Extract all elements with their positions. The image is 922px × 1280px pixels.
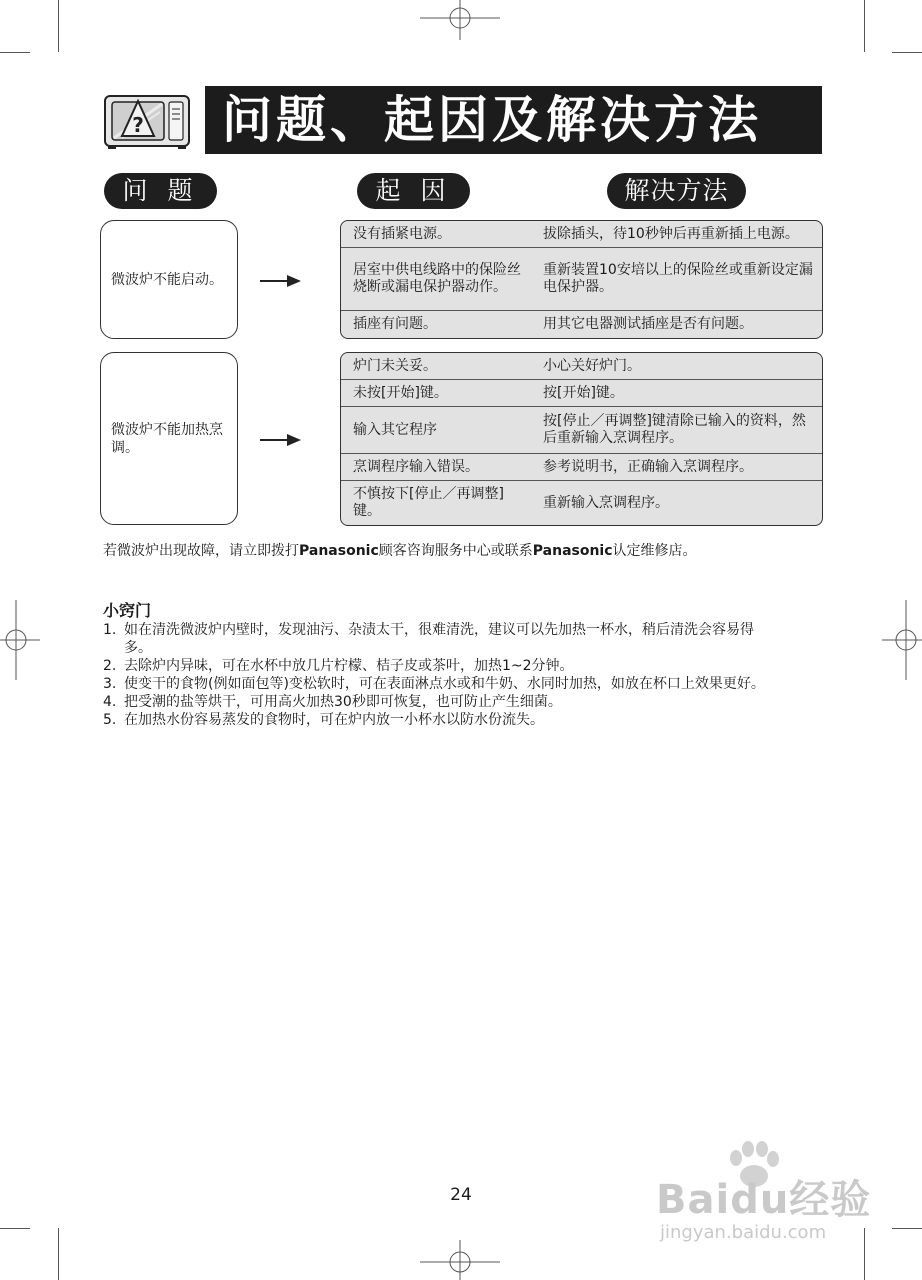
cause-cell: 没有插紧电源。 <box>353 225 451 242</box>
crop-mark <box>892 1228 922 1229</box>
problem-text: 微波炉不能启动。 <box>111 271 223 288</box>
table-row <box>341 480 822 525</box>
item-text: 使变干的食物(例如面包等)变松软时，可在表面淋点水或和牛奶、水同时加热，如放在杯口上效果更好。 <box>124 676 765 692</box>
registration-mark-right <box>882 600 922 680</box>
page-title: 问题、起因及解决方法 <box>222 91 762 149</box>
solution-cell: 拔除插头，待10秒钟后再重新插上电源。 <box>543 225 799 242</box>
cause-cell: 居室中供电线路中的保险丝烧断或漏电保护器动作。 <box>353 262 521 295</box>
table-row <box>341 406 822 453</box>
arrow-icon <box>260 439 288 441</box>
tips-list <box>103 621 803 729</box>
column-header-problem: 问 题 <box>104 173 217 209</box>
table-row <box>341 221 822 247</box>
notice-text: 认定维修店。 <box>612 543 697 559</box>
crop-mark <box>0 1228 30 1229</box>
list-item <box>103 657 803 675</box>
watermark-logo: Baidu经验 <box>656 1177 872 1223</box>
crop-mark <box>58 1228 59 1280</box>
list-item <box>103 693 803 711</box>
solution-cell: 用其它电器测试插座是否有问题。 <box>543 316 753 332</box>
arrow-head-icon <box>287 434 301 446</box>
solution-cell: 按[开始]键。 <box>543 384 624 401</box>
item-text: 在加热水份容易蒸发的食物时，可在炉内放一小杯水以防水份流失。 <box>124 712 544 728</box>
column-header-cause: 起 因 <box>357 173 470 209</box>
item-number: 5. <box>103 712 117 728</box>
crop-mark <box>0 52 30 53</box>
table-row <box>341 247 822 310</box>
table-row <box>341 379 822 406</box>
watermark-url: jingyan.baidu.com <box>660 1222 827 1243</box>
item-text: 把受潮的盐等烘干，可用高火加热30秒即可恢复，也可防止产生细菌。 <box>124 694 562 710</box>
list-item <box>103 621 774 657</box>
item-number: 3. <box>103 676 117 692</box>
cause-cell: 炉门未关妥。 <box>353 357 437 374</box>
registration-mark-top <box>420 0 500 40</box>
table-row <box>341 310 822 338</box>
brand-name: Panasonic <box>532 543 613 559</box>
notice-text: 顾客咨询服务中心或联系 <box>378 543 533 559</box>
cause-solution-table-1 <box>340 220 823 339</box>
column-header-solution: 解决方法 <box>607 173 746 209</box>
table-row <box>341 353 822 379</box>
item-number: 1. <box>103 622 117 638</box>
notice-text: 若微波炉出现故障，请立即拨打 <box>103 543 299 559</box>
item-text: 如在清洗微波炉内壁时，发现油污、杂渍太干，很难清洗，建议可以先加热一杯水，稍后清洗会容易得多。 <box>124 622 754 656</box>
crop-mark <box>58 0 59 52</box>
solution-cell: 参考说明书，正确输入烹调程序。 <box>543 458 753 475</box>
problem-box-1 <box>100 220 238 339</box>
solution-cell: 重新装置10安培以上的保险丝或重新设定漏电保护器。 <box>543 262 813 295</box>
cause-cell: 输入其它程序 <box>353 421 437 438</box>
cause-solution-table-2 <box>340 352 823 526</box>
item-number: 4. <box>103 694 117 710</box>
arrow-icon <box>260 280 288 282</box>
microwave-question-icon <box>102 92 194 150</box>
cause-cell: 不慎按下[停止／再调整]键。 <box>353 486 504 519</box>
crop-mark <box>864 1228 865 1280</box>
tips-title: 小窍门 <box>103 601 152 620</box>
cause-cell: 插座有问题。 <box>353 316 437 332</box>
arrow-head-icon <box>287 275 301 287</box>
table-row <box>341 453 822 480</box>
problem-box-2 <box>100 352 238 525</box>
list-item <box>103 675 789 693</box>
svg-text:?: ? <box>132 113 144 137</box>
page-number: 24 <box>450 1185 472 1205</box>
brand-name: Panasonic <box>299 543 379 559</box>
list-item <box>103 711 803 729</box>
crop-mark <box>864 0 865 52</box>
registration-mark-bottom <box>420 1240 500 1280</box>
item-text: 去除炉内异味，可在水杯中放几片柠檬、桔子皮或茶叶，加热1~2分钟。 <box>124 658 574 674</box>
solution-cell: 重新输入烹调程序。 <box>543 494 669 511</box>
item-number: 2. <box>103 658 117 674</box>
service-notice <box>103 541 697 561</box>
solution-cell: 按[停止／再调整]键清除已输入的资料，然后重新输入烹调程序。 <box>543 413 806 446</box>
problem-text: 微波炉不能加热烹调。 <box>111 421 223 456</box>
solution-cell: 小心关好炉门。 <box>543 357 641 374</box>
registration-mark-left <box>0 600 40 680</box>
crop-mark <box>892 52 922 53</box>
cause-cell: 烹调程序输入错误。 <box>353 458 479 475</box>
cause-cell: 未按[开始]键。 <box>353 384 448 401</box>
